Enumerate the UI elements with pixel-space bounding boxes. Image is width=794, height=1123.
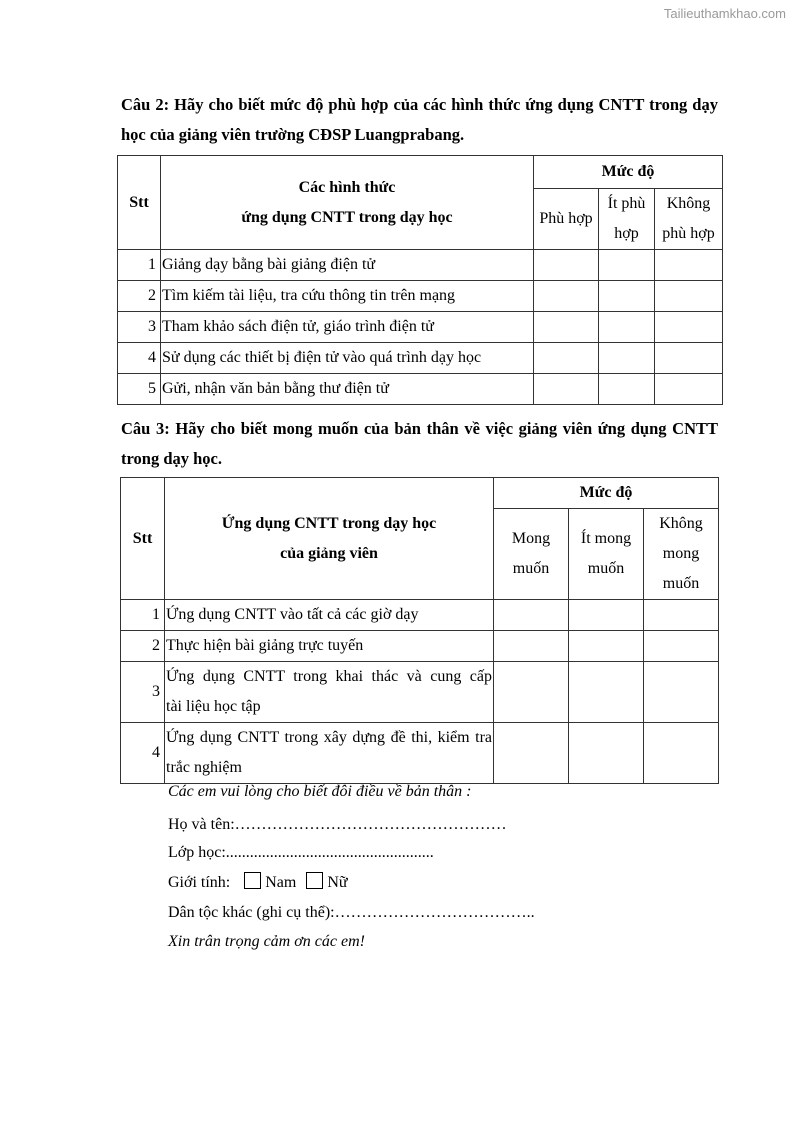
- male-checkbox[interactable]: [244, 872, 261, 889]
- answer-cell[interactable]: [599, 343, 655, 374]
- table-row: [118, 250, 723, 281]
- table-row: [121, 662, 719, 723]
- answer-cell[interactable]: [534, 250, 599, 281]
- female-checkbox[interactable]: [306, 872, 323, 889]
- answer-cell[interactable]: [494, 631, 569, 662]
- row-stt: 5: [118, 374, 161, 405]
- header-level: Mức độ: [494, 478, 719, 509]
- name-field[interactable]: Họ và tên:……………………………………………: [168, 816, 507, 833]
- row-stt: 4: [121, 723, 165, 784]
- header-less-suitable: Ít phù hợp: [599, 189, 655, 250]
- answer-cell[interactable]: [569, 631, 644, 662]
- answer-cell[interactable]: [644, 631, 719, 662]
- header-stt: Stt: [121, 478, 165, 600]
- row-text: Ứng dụng CNTT vào tất cả các giờ dạy: [165, 600, 494, 631]
- answer-cell[interactable]: [644, 662, 719, 723]
- table-row: [118, 374, 723, 405]
- female-label: Nữ: [327, 874, 348, 891]
- watermark: Tailieuthamkhao.com: [663, 6, 786, 21]
- answer-cell[interactable]: [599, 312, 655, 343]
- row-text: Sử dụng các thiết bị điện tử vào quá trình dạy học: [161, 343, 534, 374]
- table-row: [118, 281, 723, 312]
- answer-cell[interactable]: [494, 662, 569, 723]
- answer-cell[interactable]: [644, 600, 719, 631]
- row-text: Gửi, nhận văn bản bằng thư điện tử: [161, 374, 534, 405]
- header-not-desired: Không mong muốn: [644, 509, 719, 600]
- answer-cell[interactable]: [534, 281, 599, 312]
- answer-cell[interactable]: [599, 250, 655, 281]
- row-stt: 4: [118, 343, 161, 374]
- male-label: Nam: [265, 874, 297, 891]
- row-stt: 3: [118, 312, 161, 343]
- thanks-text: Xin trân trọng cảm ơn các em!: [168, 933, 365, 950]
- row-text: Tham khảo sách điện tử, giáo trình điện tử: [161, 312, 534, 343]
- answer-cell[interactable]: [534, 312, 599, 343]
- row-text: Tìm kiếm tài liệu, tra cứu thông tin trên mạng: [161, 281, 534, 312]
- question-3-table: [120, 477, 719, 784]
- table-row: [118, 343, 723, 374]
- header-application: Ứng dụng CNTT trong dạy học của giảng viên: [165, 478, 494, 600]
- row-stt: 1: [121, 600, 165, 631]
- header-stt: Stt: [118, 156, 161, 250]
- header-form: Các hình thức ứng dụng CNTT trong dạy học: [161, 156, 534, 250]
- table-row: [121, 631, 719, 662]
- footer-intro: Các em vui lòng cho biết đôi điều về bản thân :: [168, 783, 472, 800]
- table-row: [121, 723, 719, 784]
- row-text: Thực hiện bài giảng trực tuyến: [165, 631, 494, 662]
- row-text: Giảng dạy bằng bài giảng điện tử: [161, 250, 534, 281]
- answer-cell[interactable]: [494, 723, 569, 784]
- row-stt: 2: [121, 631, 165, 662]
- answer-cell[interactable]: [494, 600, 569, 631]
- gender-label: Giới tính:: [168, 874, 231, 891]
- header-not-suitable: Không phù hợp: [655, 189, 723, 250]
- header-suitable: Phù hợp: [534, 189, 599, 250]
- row-stt: 3: [121, 662, 165, 723]
- answer-cell[interactable]: [655, 250, 723, 281]
- answer-cell[interactable]: [534, 343, 599, 374]
- answer-cell[interactable]: [569, 662, 644, 723]
- answer-cell[interactable]: [655, 343, 723, 374]
- header-level: Mức độ: [534, 156, 723, 189]
- ethnic-field[interactable]: Dân tộc khác (ghi cụ thể):………………………………..: [168, 904, 535, 921]
- question-2-title: Câu 2: Hãy cho biết mức độ phù hợp của các hình thức ứng dụng CNTT trong dạy học của giảng viên trường CĐSP Luangprabang.: [121, 95, 718, 144]
- row-text: Ứng dụng CNTT trong xây dựng đề thi, kiểm tra trắc nghiệm: [165, 723, 494, 784]
- answer-cell[interactable]: [599, 281, 655, 312]
- class-field[interactable]: Lớp học:....................................................: [168, 844, 434, 861]
- header-less-desired: Ít mong muốn: [569, 509, 644, 600]
- row-stt: 1: [118, 250, 161, 281]
- answer-cell[interactable]: [569, 600, 644, 631]
- row-stt: 2: [118, 281, 161, 312]
- answer-cell[interactable]: [599, 374, 655, 405]
- header-desired: Mong muốn: [494, 509, 569, 600]
- answer-cell[interactable]: [655, 374, 723, 405]
- table-row: [121, 600, 719, 631]
- answer-cell[interactable]: [569, 723, 644, 784]
- answer-cell[interactable]: [534, 374, 599, 405]
- question-2-table: [117, 155, 723, 405]
- answer-cell[interactable]: [644, 723, 719, 784]
- question-3-title: Câu 3: Hãy cho biết mong muốn của bản thân về việc giảng viên ứng dụng CNTT trong dạy học.: [121, 419, 718, 468]
- answer-cell[interactable]: [655, 281, 723, 312]
- table-row: [118, 312, 723, 343]
- answer-cell[interactable]: [655, 312, 723, 343]
- gender-row: [168, 872, 348, 893]
- row-text: Ứng dụng CNTT trong khai thác và cung cấp tài liệu học tập: [165, 662, 494, 723]
